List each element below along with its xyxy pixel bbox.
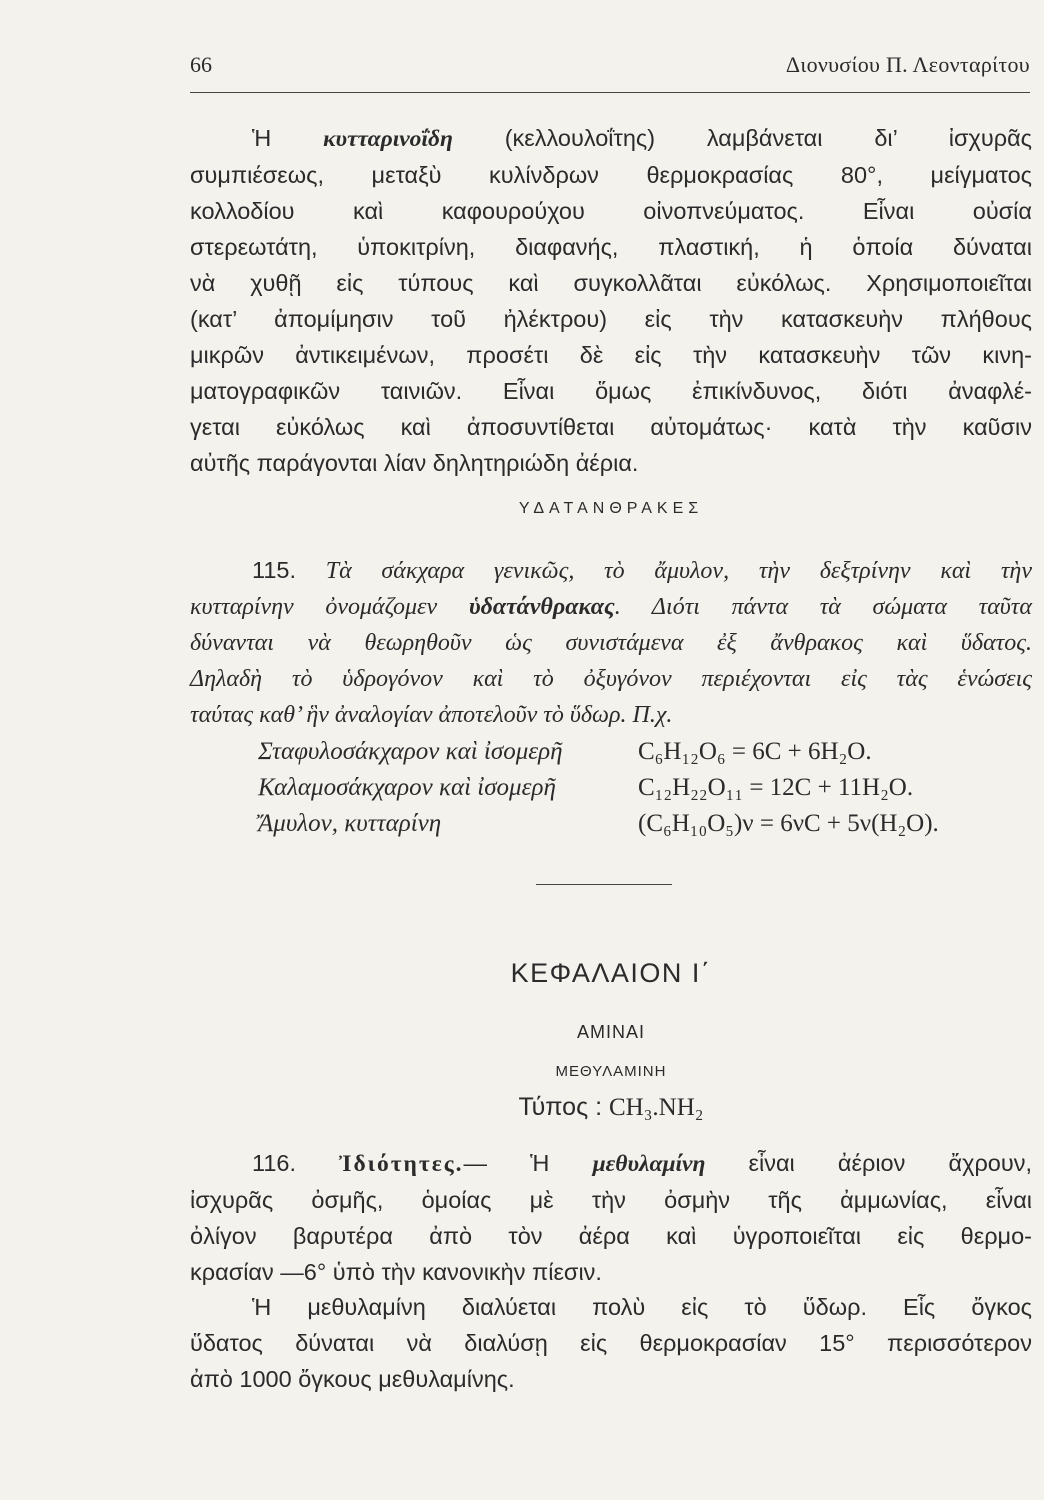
page-number: 66: [190, 52, 212, 77]
text-line: συμπιέσεως, μεταξὺ κυλίνδρων θερμοκρασίας 80°, μείγματος: [190, 162, 1032, 188]
text-line: ἰσχυρᾶς ὀσμῆς, ὁμοίας μὲ τὴν ὀσμὴν τῆς ἀμμωνίας, εἶναι: [190, 1187, 1032, 1213]
paragraph-celluloid: [190, 120, 1032, 481]
term-carbohydrates: ὑδατάνθρακας: [468, 594, 615, 620]
text-line: Δηλαδὴ τὸ ὑδρογόνον καὶ τὸ ὀξυγόνον περιέχονται εἰς τὰς ἑνώσεις: [190, 666, 1032, 692]
text-line: ταύτας καθ’ ἣν ἀναλογίαν ἀποτελοῦν τὸ ὕδωρ. Π.χ.: [190, 702, 673, 728]
formula-expression: C₁₂H₂₂O₁₁ = 12C + 11H₂O.: [638, 774, 914, 801]
text-line: γεται εὐκόλως καὶ ἀποσυντίθεται αὐτομάτως· κατὰ τὴν καῦσιν: [190, 414, 1032, 440]
text-line: κυτταρίνην ὀνομάζομεν ὑδατάνθρακας. Διότι πάντα τὰ σώματα ταῦτα: [190, 594, 1032, 620]
text-line: 116. Ἰδιότητες.— Ἡ μεθυλαμίνη εἶναι ἀέριον ἄχρουν,: [252, 1150, 1033, 1177]
text-line: ματογραφικῶν ταινιῶν. Εἶναι ὅμως ἐπικίνδυνος, διότι ἀναφλέ-: [190, 378, 1032, 404]
text-line: Ἡ μεθυλαμίνη διαλύεται πολὺ εἰς τὸ ὕδωρ. Εἷς ὄγκος: [252, 1294, 1032, 1320]
text-line: ἀπὸ 1000 ὄγκους μεθυλαμίνης.: [190, 1366, 515, 1392]
chapter-title: ΚΕΦΑΛΑΙΟΝ Ι΄: [510, 958, 712, 988]
paragraph-116: [190, 1145, 1032, 1290]
text-line: μικρῶν ἀντικειμένων, προσέτι δὲ εἰς τὴν κατασκευὴν τῶν κινη-: [190, 342, 1032, 368]
section-divider: [536, 884, 672, 885]
text-line: ὀλίγον βαρυτέρα ἀπὸ τὸν ἀέρα καὶ ὑγροποιεῖται εἰς θερμο-: [190, 1223, 1032, 1249]
text-line: κρασίαν —6° ὑπὸ τὴν κανονικὴν πίεσιν.: [190, 1259, 602, 1285]
formula-expression: C₆H₁₂O₆ = 6C + 6H₂O.: [638, 738, 872, 765]
chapter-subtitle: ΑΜΙΝΑΙ: [576, 1022, 645, 1042]
formula-name: Καλαμοσάκχαρον καὶ ἰσομερῆ: [258, 774, 556, 801]
text-line: κολλοδίου καὶ καφουρούχου οἰνοπνεύματος. Εἶναι οὐσία: [190, 198, 1032, 224]
term-celluloid: κυτταρινοΐδη: [323, 126, 453, 152]
text-line: (κατ’ ἀπομίμησιν τοῦ ἠλέκτρου) εἰς τὴν κατασκευὴν πλήθους: [190, 306, 1032, 332]
page-header: [190, 52, 1030, 93]
compound-heading: ΜΕΘΥΛΑΜΙΝΗ: [555, 1063, 667, 1080]
paragraph-115: [190, 552, 1032, 733]
formula-row: [258, 810, 1038, 844]
paragraph-number: 115.: [252, 557, 296, 583]
text-line: 115. Τὰ σάκχαρα γενικῶς, τὸ ἄμυλον, τὴν δεξτρίνην καὶ τὴν: [252, 557, 1032, 584]
formula-row: [258, 738, 1038, 772]
paragraph-solubility: [190, 1289, 1032, 1397]
running-head: Διονυσίου Π. Λεονταρίτου: [785, 52, 1030, 77]
text-line: Ἡ κυτταρινοΐδη (κελλουλοΐτης) λαμβάνεται δι’ ἰσχυρᾶς: [252, 125, 1032, 152]
text-line: ὕδατος δύναται νὰ διαλύσῃ εἰς θερμοκρασίαν 15° περισσότερον: [190, 1330, 1032, 1356]
section-heading-carbohydrates: ΥΔΑΤΑΝΘΡΑΚΕΣ: [518, 500, 704, 517]
formula-row: [258, 774, 1038, 808]
term-methylamine: μεθυλαμίνη: [592, 1151, 706, 1177]
type-label: Τύπος :: [518, 1093, 609, 1121]
text-line: στερεωτάτη, ὑποκιτρίνη, διαφανής, πλαστική, ἡ ὁποία δύναται: [190, 234, 1032, 260]
text-line: δύνανται νὰ θεωρηθοῦν ὡς συνιστάμενα ἐξ ἄνθρακος καὶ ὕδατος.: [190, 630, 1032, 656]
formula-name: Ἄμυλον, κυτταρίνη: [258, 810, 442, 837]
term-properties: Ἰδιότητες.: [339, 1151, 464, 1177]
formula-name: Σταφυλοσάκχαρον καὶ ἰσομερῆ: [258, 738, 563, 765]
text-line: νὰ χυθῇ εἰς τύπους καὶ συγκολλᾶται εὐκόλως. Χρησιμοποιεῖται: [190, 270, 1032, 296]
type-line: [190, 1093, 1032, 1122]
formula-expression: (C₆H₁₀O₅)ν = 6νC + 5ν(H₂O).: [638, 810, 939, 837]
text-line: αὐτῆς παράγονται λίαν δηλητηριώδη ἀέρια.: [190, 450, 639, 476]
paragraph-number: 116.: [252, 1150, 296, 1176]
type-formula: CH₃.NH₂: [608, 1094, 704, 1121]
